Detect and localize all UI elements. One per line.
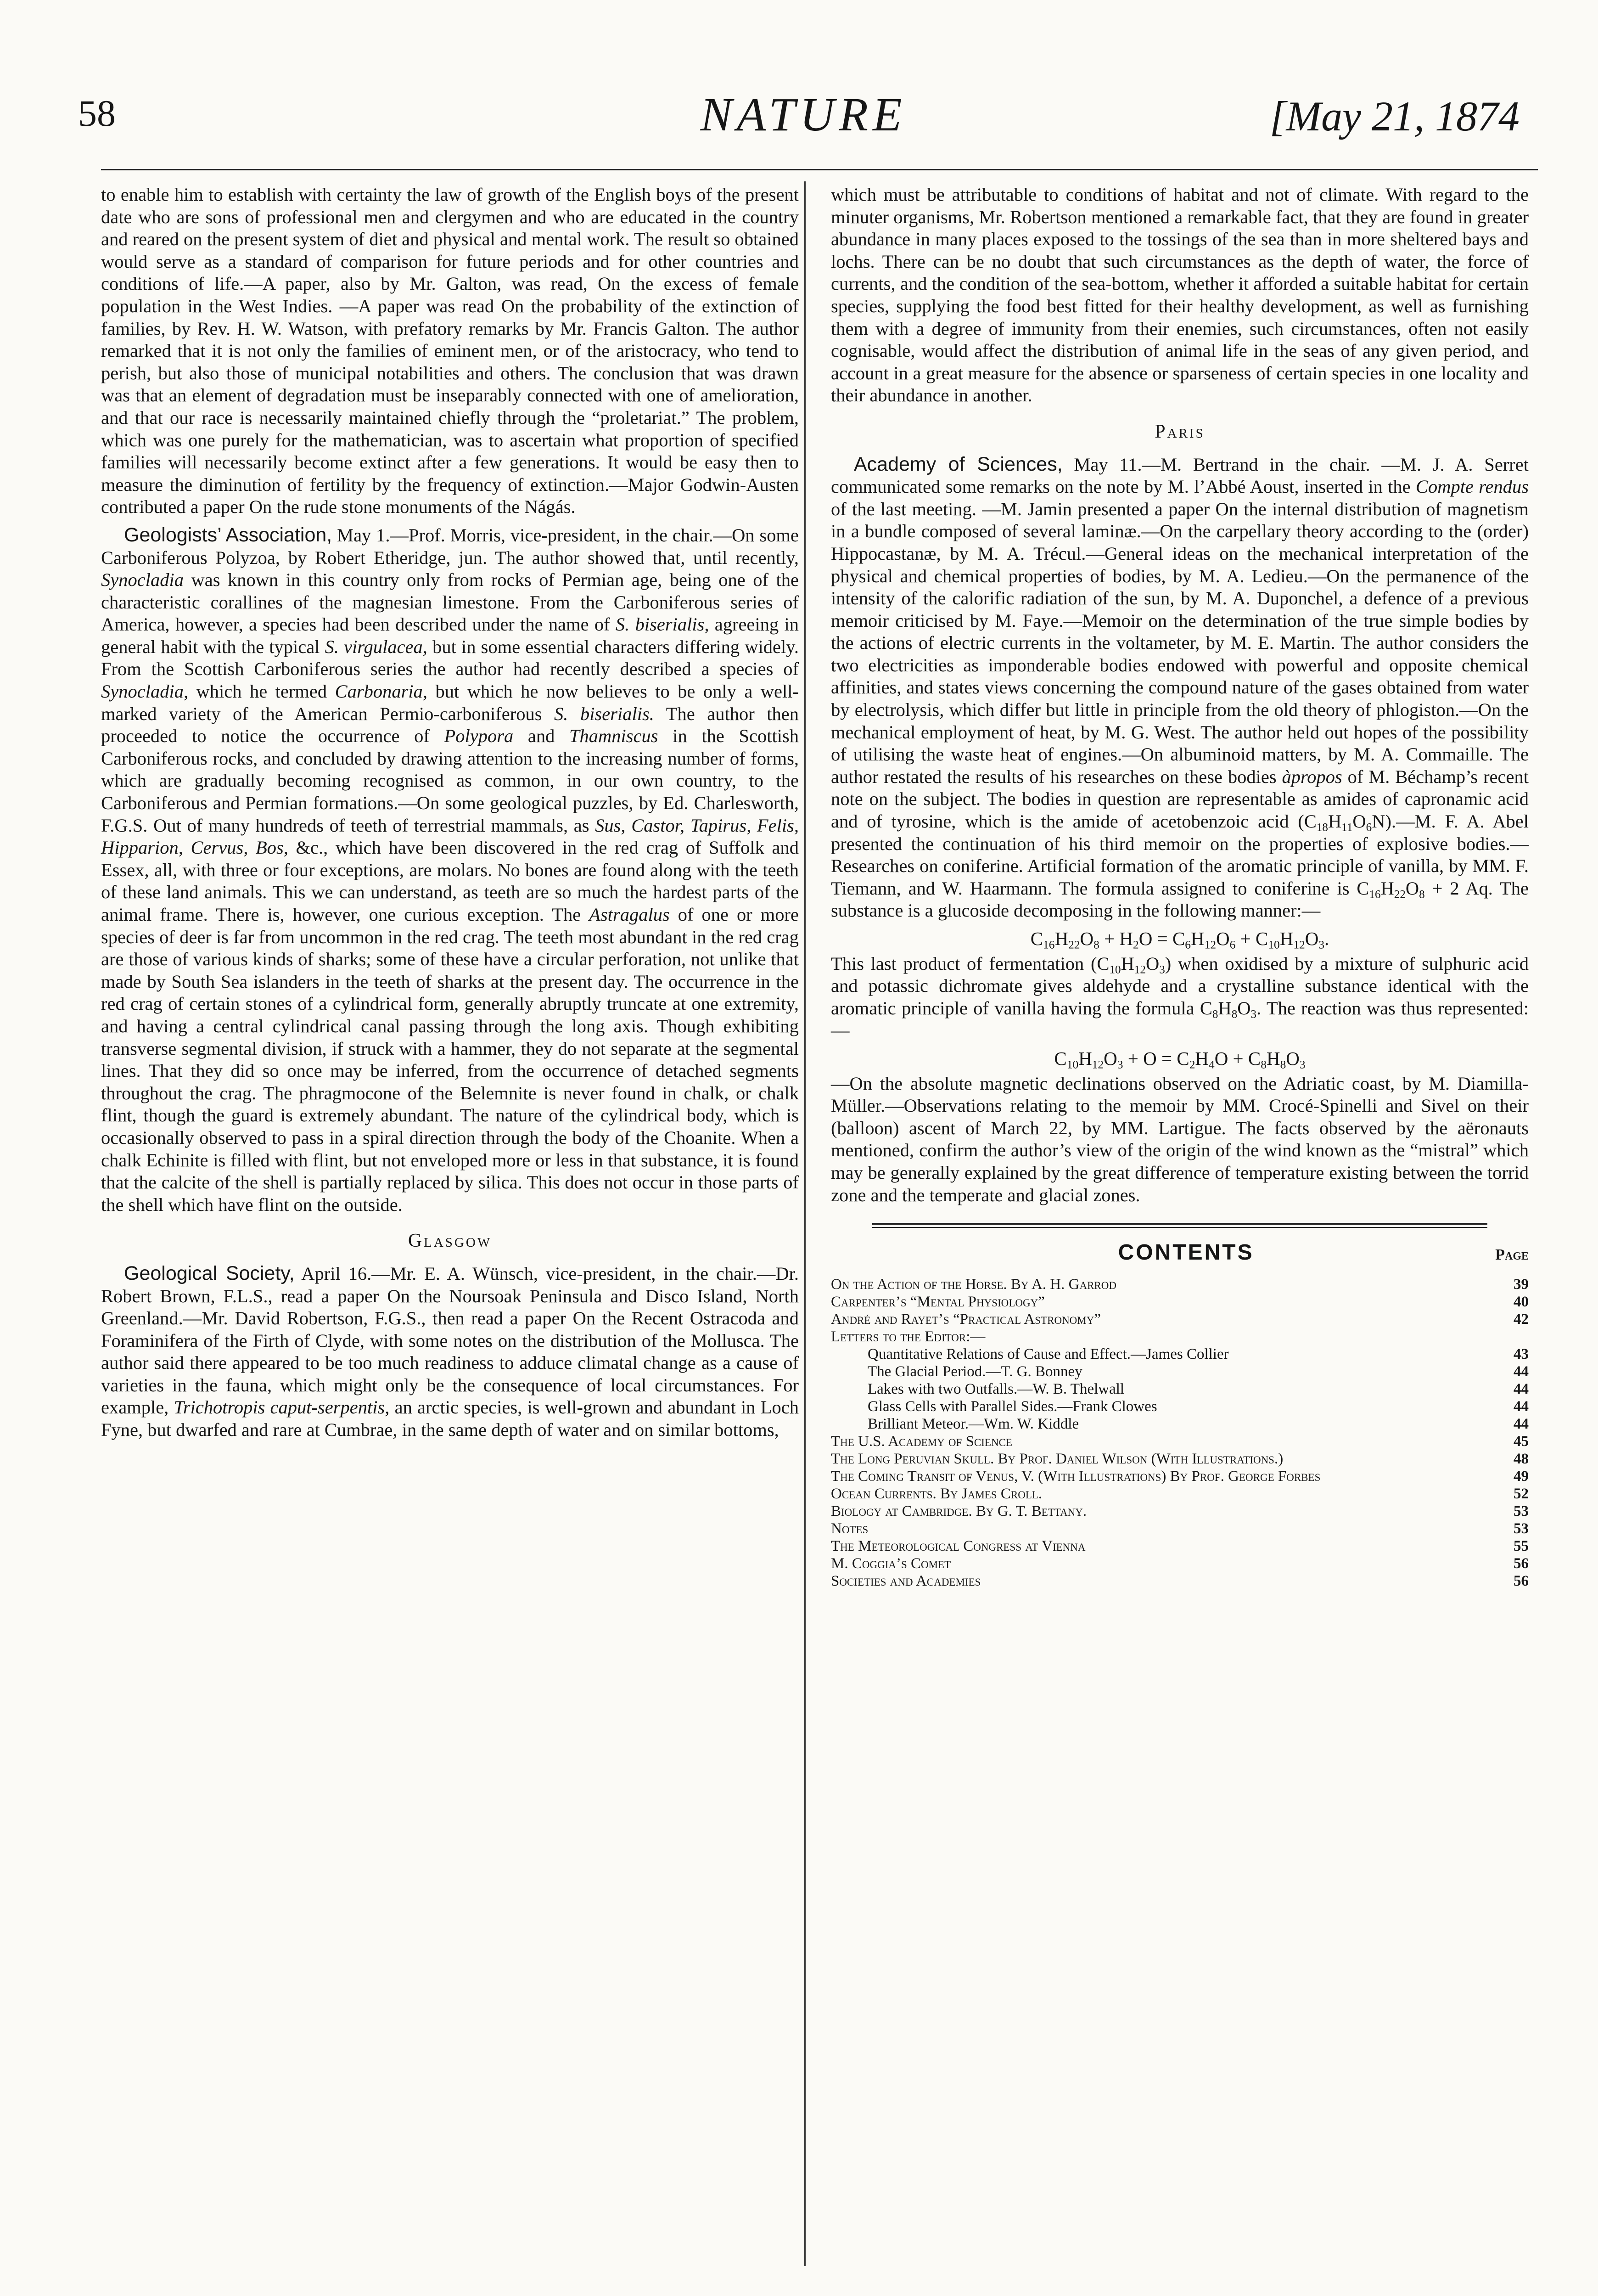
contents-entry-title: The Coming Transit of Venus, V. (With Illustrations) By Prof. George Forbes	[831, 1468, 1321, 1485]
contents-entry-title: M. Coggia’s Comet	[831, 1555, 951, 1572]
contents-entry-page: 42	[1514, 1311, 1529, 1328]
paragraph-magnetic-declinations: —On the absolute magnetic declinations observed on the Adriatic coast, by M. Diamilla-Müller.—Observations relating to the memoir by MM. Crocé-Spinelli and Sivel on their (balloon) ascent of March 22, by MM. Lartigue. The facts observed by the aëronauts mentioned, confirm the author’s view of the origin of the wind known as the “mistral” which may be generally explained by the great difference of temperature existing between the torrid zone and the temperate and glacial zones.	[831, 1073, 1529, 1205]
contents-entry-title: The Glacial Period.—T. G. Bonney	[868, 1363, 1082, 1380]
contents-entry-title: On the Action of the Horse. By A. H. Garrod	[831, 1276, 1116, 1293]
contents-entry-page: 44	[1514, 1415, 1529, 1432]
contents-entry-title: Brilliant Meteor.—Wm. W. Kiddle	[868, 1415, 1079, 1432]
contents-entry[interactable]	[831, 1380, 1529, 1398]
contents-entry-title: The Meteorological Congress at Vienna	[831, 1537, 1086, 1554]
paragraph-robertson: which must be attributable to conditions of habitat and not of climate. With regard to the minuter organisms, Mr. Robertson mentioned a remarkable fact, that they are found in greater abundance in many places exposed to the tossings of the sea than in more sheltered bays and lochs. There can be no doubt that such circumstances as the depth of water, the force of currents, and the condition of the sea-bottom, whether it afforded a suitable habitat for certain species, supplying the food best fitted for their healthy development, as well as furnishing them with a degree of immunity from their enemies, such circumstances, often not easily cognisable, would affect the distribution of animal life in the seas of any given period, and account in a great measure for the absence or sparseness of certain species in one locality and their abundance in another.	[831, 184, 1529, 406]
table-of-contents	[831, 1276, 1529, 1590]
contents-entry-page: 39	[1514, 1276, 1529, 1293]
contents-entry[interactable]	[831, 1398, 1529, 1415]
contents-entry-page: 49	[1514, 1468, 1529, 1485]
paragraph-geological-society: Geological Society, April 16.—Mr. E. A. Wünsch, vice-president, in the chair.—Dr. Robert Brown, F.L.S., read a paper On the Noursoak Peninsula and Disco Island, North Greenland.—Mr. David Robertson, F.G.S., then read a paper On the Recent Ostracoda and Foraminifera of the Firth of Clyde, with some notes on the distribution of the Mollusca. The author said there appeared to be too much readiness to adduce climatal change as a cause of varieties in the fauna, which might only be the consequence of local circumstances. For example, Trichotropis caput-serpentis, an arctic species, is well-grown and abundant in Loch Fyne, but dwarfed and rare at Cumbrae, in the same depth of water and on similar bottoms,	[101, 1262, 799, 1441]
contents-entry-title: The U.S. Academy of Science	[831, 1433, 1012, 1450]
contents-entry[interactable]	[831, 1520, 1529, 1537]
contents-entry-title: Notes	[831, 1520, 869, 1537]
contents-entry[interactable]	[831, 1293, 1529, 1311]
contents-rule	[872, 1223, 1487, 1228]
contents-entry-title: Biology at Cambridge. By G. T. Bettany.	[831, 1503, 1087, 1519]
contents-entry[interactable]	[831, 1415, 1529, 1433]
contents-entry-page: 43	[1514, 1345, 1529, 1362]
contents-entry[interactable]	[831, 1276, 1529, 1293]
contents-entry-title: Glass Cells with Parallel Sides.—Frank Clowes	[868, 1398, 1157, 1415]
header-rule	[101, 169, 1538, 170]
contents-entry-title: Quantitative Relations of Cause and Effect.—James Collier	[868, 1345, 1229, 1362]
section-heading-glasgow: Glasgow	[408, 1230, 492, 1252]
contents-entry-page: 53	[1514, 1503, 1529, 1519]
contents-entry[interactable]	[831, 1433, 1529, 1450]
contents-entry-page: 55	[1514, 1537, 1529, 1554]
society-name: Geological Society,	[124, 1262, 295, 1284]
contents-entry-page: 52	[1514, 1485, 1529, 1502]
contents-entry-page: 40	[1514, 1293, 1529, 1310]
contents-entry-page: 53	[1514, 1520, 1529, 1537]
contents-entry[interactable]	[831, 1572, 1529, 1590]
equation-vanilla: $C_{10}H_{12}O_3 + O = C_2H_4O + C_8H_8O_3$	[1054, 1047, 1306, 1071]
contents-entry-page: 56	[1514, 1555, 1529, 1572]
section-heading-paris: Paris	[1155, 421, 1205, 442]
contents-entry[interactable]	[831, 1311, 1529, 1328]
page-number: 58	[78, 92, 116, 134]
right-column	[831, 184, 1529, 1590]
left-column	[101, 184, 799, 1447]
contents-page-label: Page	[1495, 1246, 1529, 1264]
contents-entry[interactable]	[831, 1468, 1529, 1485]
paragraph-academy-of-sciences: Academy of Sciences, May 11.—M. Bertrand in the chair. —M. J. A. Serret communicated some remarks on the note by M. l’Abbé Aoust, inserted in the Compte rendus of the last meeting. —M. Jamin presented a paper On the internal distribution of magnetism in a bundle composed of several laminæ.—On the carpellary theory according to the (order) Hippocastanæ, by M. A. Trécul.—General ideas on the mechanical interpretation of the physical and chemical properties of bodies, by M. A. Ledieu.—On the permanence of the intensity of the calorific radiation of the sun, by M. A. Duponchel, a defence of a previous memoir criticised by M. Faye.—Memoir on the determination of the true simple bodies by the actions of electric currents in the voltameter, by M. E. Martin. The author considers the two electricities as imponderable bodies endowed with powerful and opposite chemical affinities, and states views concerning the compound nature of the gases obtained from water by electrolysis, which differ but little in principle from the old theory of phlogiston.—On the mechanical employment of heat, by M. G. West. The author held out hopes of the possibility of utilising the waste heat of engines.—On albuminoid matters, by M. A. Commaille. The author restated the results of his researches on these bodies àpropos of M. Béchamp’s recent note on the subject. The bodies in question are representable as amides of capronamic acid and of tyrosine, which is the amide of acetobenzoic acid $(C_{18}H_{11}O_6N).—M$. F. A. Abel presented the continuation of his third memoir on the properties of explosive bodies.—Researches on coniferine. Artificial formation of the aromatic principle of vanilla, by MM. F. Tiemann, and W. Haarmann. The formula assigned to coniferine is $C_{16}H_{22}O_8 + 2$ Aq. The substance is a glucoside decomposing in the following manner:—	[831, 453, 1529, 921]
contents-entry-page: 48	[1514, 1450, 1529, 1467]
paragraph-geologists-association: Geologists’ Association, May 1.—Prof. Morris, vice-president, in the chair.—On some Carboniferous Polyzoa, by Robert Etheridge, jun. The author showed that, until recently, Synocladia was known in this country only from rocks of Permian age, being one of the characteristic corallines of the magnesian limestone. From the Carboniferous series of America, however, a species had been described under the name of S. biserialis, agreeing in general habit with the typical S. virgulacea, but in some essential characters differing widely. From the Scottish Carboniferous series the author had recently described a species of Synocladia, which he termed Carbonaria, but which he now believes to be only a well-marked variety of the American Permio-carboniferous S. biserialis. The author then proceeded to notice the occurrence of Polypora and Thamniscus in the Scottish Carboniferous rocks, and concluded by drawing attention to the increasing number of forms, which are gradually becoming recognised as common, in our own country, to the Carboniferous and Permian formations.—On some geological puzzles, by Ed. Charlesworth, F.G.S. Out of many hundreds of teeth of terrestrial mammals, as Sus, Castor, Tapirus, Felis, Hipparion, Cervus, Bos, &c., which have been discovered in the red crag of Suffolk and Essex, all, with three or four exceptions, are molars. No bones are found along with the teeth of these land animals. This we can understand, as teeth are so much the hardest parts of the animal frame. There is, however, one curious exception. The Astragalus of one or more species of deer is far from uncommon in the red crag. The teeth most abundant in the red crag are those of various kinds of sharks; some of these have a circular perforation, not unlike that made by South Sea islanders in the teeth of sharks at the present day. The occurrence in the red crag of certain stones of a cylindrical form, generally abruptly truncate at one extremity, and having a central cylindrical canal passing through the long axis. Though exhibiting transverse segmental division, if struck with a hammer, they do not separate at the segmental lines. That they did so once may be inferred, from the occurrence of detached segments throughout the crag. The phragmocone of the Belemnite is never found in chalk, or chalk flint, though the guard is extremely abundant. The nature of the cylindrical body, which is occasionally observed to pass in a spiral direction through the body of the Choanite. When a chalk Echinite is filled with flint, but not enveloped more or less in that substance, it is found that the calcite of the shell is partially replaced by silica. This does not occur in those parts of the shell which have flint on the outside.	[101, 523, 799, 1215]
contents-entry-page: 45	[1514, 1433, 1529, 1450]
equation-coniferine: $C_{16}H_{22}O_8 + H_2O = C_6H_{12}O_6 + C_{10}H_{12}O_3$.	[1030, 928, 1329, 951]
contents-entry-title: Carpenter’s “Mental Physiology”	[831, 1293, 1045, 1310]
contents-entry[interactable]	[831, 1363, 1529, 1380]
contents-entry-title: Ocean Currents. By James Croll.	[831, 1485, 1043, 1502]
issue-date: [May 21, 1874	[1269, 93, 1520, 140]
society-name: Academy of Sciences,	[854, 453, 1063, 475]
column-divider	[804, 181, 806, 2266]
contents-entry[interactable]	[831, 1503, 1529, 1520]
contents-title: CONTENTS	[1118, 1240, 1254, 1265]
contents-entry[interactable]	[831, 1537, 1529, 1555]
contents-entry-title: The Long Peruvian Skull. By Prof. Daniel Wilson (With Illustrations.)	[831, 1450, 1284, 1467]
contents-entry-page: 44	[1514, 1380, 1529, 1397]
contents-entry-title: Lakes with two Outfalls.—W. B. Thelwall	[868, 1380, 1125, 1397]
contents-entry[interactable]	[831, 1555, 1529, 1572]
contents-entry[interactable]	[831, 1345, 1529, 1363]
contents-entry-title: André and Rayet’s “Practical Astronomy”	[831, 1311, 1101, 1328]
masthead: NATURE	[700, 88, 907, 141]
contents-entry-page: 56	[1514, 1572, 1529, 1589]
paragraph-galton: to enable him to establish with certainty the law of growth of the English boys of the present date who are sons of professional men and clergymen and who are educated in the country and reared on the present system of diet and physical and mental work. The result so obtained would serve as a standard of comparison for future periods and for other countries and conditions of life.—A paper, also by Mr. Galton, was read, On the excess of female population in the West Indies. —A paper was read On the probability of the extinction of families, by Rev. H. W. Watson, with prefatory remarks by Mr. Francis Galton. The author remarked that it is not only the families of eminent men, or of the aristocracy, who tend to perish, but also those of municipal notabilities and others. The conclusion that was drawn was that an element of degradation must be inseparably connected with one of amelioration, and that our race is necessarily maintained chiefly through the “proletariat.” The problem, which was one purely for the mathematician, was to ascertain what proportion of specified families will necessarily become extinct after a few generations. It would be easy then to measure the diminution of fertility by the frequency of extinction.—Major Godwin-Austen contributed a paper On the rude stone monuments of the Nágás.	[101, 184, 799, 518]
contents-entry-title: Societies and Academies	[831, 1572, 981, 1589]
contents-entry[interactable]	[831, 1450, 1529, 1468]
paragraph-fermentation: This last product of fermentation $(C_{10}H_{12}O_3)$ when oxidised by a mixture of sulphuric acid and potassic dichromate gives aldehyde and a crystalline substance identical with the aromatic principle of vanilla having the formula $C_8H_8O_3$. The reaction was thus represented:—	[831, 953, 1529, 1041]
contents-entry[interactable]	[831, 1485, 1529, 1503]
contents-header	[831, 1242, 1529, 1266]
page-header	[73, 83, 1533, 141]
contents-entry-page: 44	[1514, 1398, 1529, 1415]
contents-entry-page: 44	[1514, 1363, 1529, 1380]
contents-entry-title: Letters to the Editor:—	[831, 1328, 986, 1345]
contents-entry[interactable]	[831, 1328, 1529, 1345]
society-name: Geologists’ Association,	[124, 523, 332, 546]
